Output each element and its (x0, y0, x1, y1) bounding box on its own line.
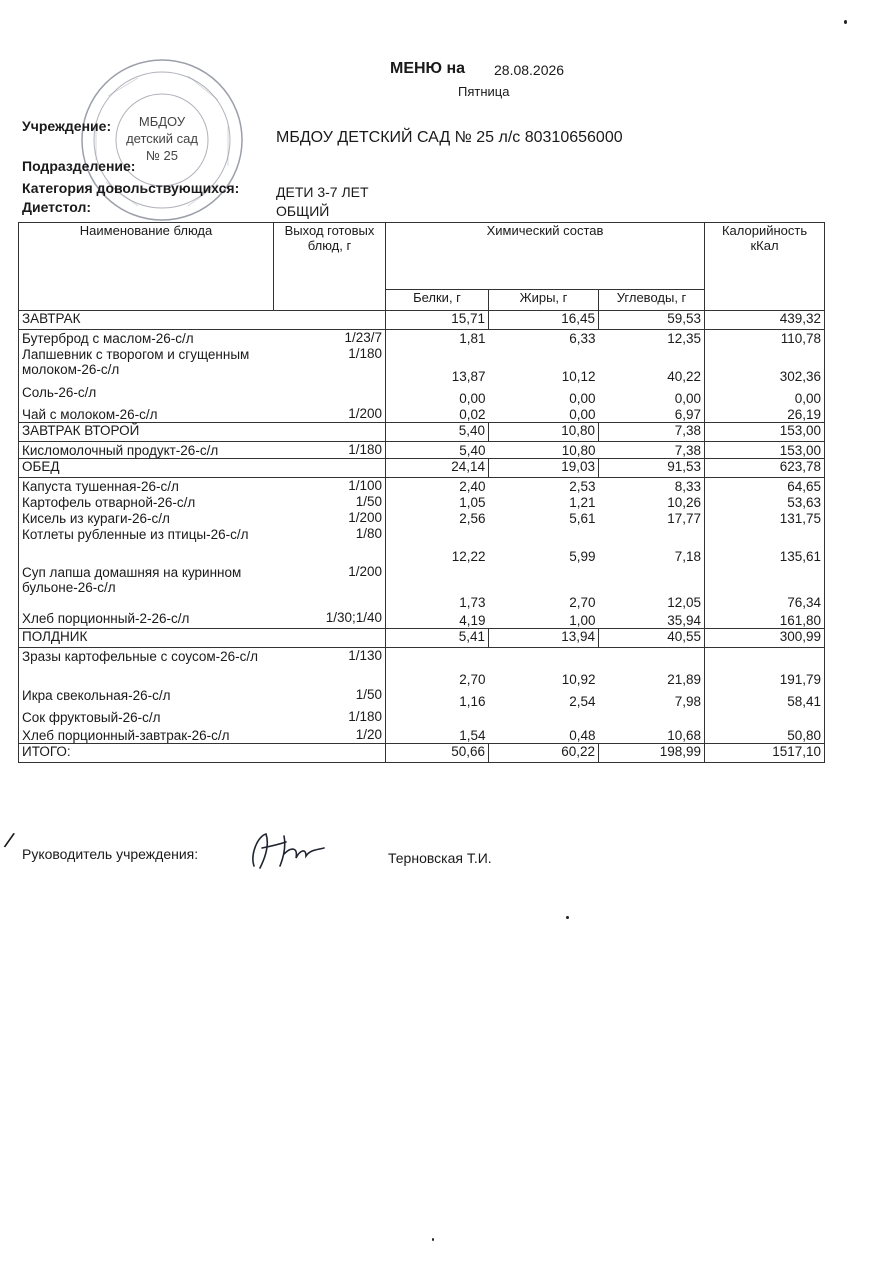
section-row (19, 459, 825, 478)
dish-row (19, 330, 825, 347)
total-carbs: 198,99 (599, 744, 705, 763)
handwritten-signature (240, 826, 330, 874)
dish-yield: 1/180 (348, 346, 382, 361)
svg-text:МБДОУ: МБДОУ (138, 114, 186, 129)
section-protein-total: 5,41 (386, 628, 489, 647)
header-calories: Калорийность кКал (705, 223, 825, 311)
dish-protein: 2,70 (386, 647, 489, 687)
dish-fat: 6,33 (569, 331, 596, 346)
dish-fat: 0,48 (569, 728, 596, 743)
dish-protein: 1,05 (386, 494, 489, 510)
dish-row (19, 494, 825, 510)
dish-protein: 12,22 (386, 526, 489, 564)
section-fat-total: 10,80 (489, 423, 599, 442)
dish-protein: 2,56 (386, 510, 489, 526)
dish-yield: 1/130 (348, 647, 382, 663)
dish-kcal: 302,36 (705, 346, 825, 384)
menu-body (19, 311, 825, 763)
dish-kcal: 76,34 (705, 564, 825, 610)
dish-row (19, 526, 825, 564)
dish-row (19, 727, 825, 744)
dish-fat: 0,00 (569, 391, 596, 406)
section-fat-total: 13,94 (489, 628, 599, 647)
section-name: ПОЛДНИК (19, 628, 386, 647)
total-fat: 60,22 (489, 744, 599, 763)
dish-row (19, 406, 825, 423)
section-carbs-total: 91,53 (599, 459, 705, 478)
dish-carbs: 40,22 (667, 369, 702, 384)
header-fat: Жиры, г (489, 290, 599, 311)
total-kcal: 1517,10 (705, 744, 825, 763)
dish-row (19, 687, 825, 709)
diet-label: Диетстол: (22, 199, 92, 215)
section-carbs-total: 59,53 (599, 311, 705, 330)
dish-kcal: 161,80 (705, 610, 825, 628)
dish-carbs: 21,89 (667, 672, 702, 687)
dish-fat: 1,21 (569, 495, 596, 510)
diet-value: ОБЩИЙ (276, 203, 330, 219)
dish-protein (386, 709, 489, 727)
dish-yield: 1/180 (348, 709, 382, 724)
dish-yield (274, 384, 386, 406)
dish-carbs: 6,97 (674, 407, 702, 422)
dish-name: Котлеты рубленные из птицы-26-с/л (19, 526, 274, 564)
dish-carbs: 8,33 (674, 479, 702, 494)
svg-text:детский сад: детский сад (126, 131, 198, 146)
dish-row (19, 647, 825, 687)
category-value: ДЕТИ 3-7 ЛЕТ (276, 184, 369, 200)
dish-carbs: 10,68 (667, 728, 702, 743)
section-row (19, 423, 825, 442)
section-protein-total: 15,71 (386, 311, 489, 330)
dish-fat (489, 709, 599, 727)
dish-row (19, 564, 825, 610)
dish-name: Сок фруктовый-26-с/л (19, 709, 274, 727)
dish-carbs: 35,94 (667, 612, 702, 628)
section-name: ЗАВТРАК ВТОРОЙ (19, 423, 386, 442)
institution-label: Учреждение: (22, 118, 112, 134)
dish-fat: 5,99 (569, 549, 596, 564)
section-fat-total: 19,03 (489, 459, 599, 478)
section-row (19, 311, 825, 330)
section-fat-total: 16,45 (489, 311, 599, 330)
dish-name: Лапшевник с творогом и сгущенным молоком-26-с/л (19, 346, 274, 384)
section-carbs-total: 40,55 (599, 628, 705, 647)
section-kcal-total: 439,32 (705, 311, 825, 330)
dish-fat: 2,53 (569, 479, 596, 494)
dish-name: Чай с молоком-26-с/л (19, 406, 274, 423)
dish-name: Капуста тушенная-26-с/л (19, 478, 274, 495)
total-label: ИТОГО: (19, 744, 386, 763)
dish-kcal: 26,19 (705, 406, 825, 423)
dish-row (19, 510, 825, 526)
total-row (19, 744, 825, 763)
margin-mark: / (2, 827, 17, 854)
menu-date: 28.08.2026 (494, 62, 565, 78)
section-kcal-total: 623,78 (705, 459, 825, 478)
dish-protein: 1,54 (386, 727, 489, 744)
header-dish-name: Наименование блюда (19, 223, 274, 311)
dish-fat: 2,70 (569, 595, 596, 610)
dish-carbs: 17,77 (667, 511, 702, 526)
dish-protein: 13,87 (386, 346, 489, 384)
dish-kcal: 58,41 (705, 687, 825, 709)
category-label: Категория довольствующихся: (22, 180, 240, 196)
institution-name: МБДОУ ДЕТСКИЙ САД № 25 л/с 80310656000 (276, 129, 623, 146)
dish-carbs: 7,98 (674, 694, 702, 709)
dish-carbs: 0,00 (674, 391, 702, 406)
head-name: Терновская Т.И. (388, 850, 492, 866)
dish-kcal: 53,63 (705, 494, 825, 510)
section-kcal-total: 300,99 (705, 628, 825, 647)
dish-row (19, 709, 825, 727)
header-protein: Белки, г (386, 290, 489, 311)
dish-kcal: 131,75 (705, 510, 825, 526)
dish-yield: 1/200 (348, 564, 382, 579)
section-carbs-total: 7,38 (599, 423, 705, 442)
section-row (19, 628, 825, 647)
subdivision-label: Подразделение: (22, 158, 136, 174)
dish-yield: 1/30;1/40 (325, 610, 382, 625)
dish-fat: 10,12 (561, 369, 596, 384)
day-of-week: Пятница (458, 84, 510, 99)
dish-protein: 1,73 (386, 564, 489, 610)
dish-kcal: 50,80 (705, 727, 825, 744)
dish-yield: 1/50 (355, 494, 382, 509)
dish-kcal: 0,00 (705, 384, 825, 406)
section-name: ЗАВТРАК (19, 311, 386, 330)
dish-fat: 0,00 (569, 407, 596, 422)
dish-yield: 1/180 (348, 442, 382, 457)
dish-protein: 0,00 (386, 384, 489, 406)
dish-yield: 1/80 (355, 526, 382, 541)
dish-kcal: 153,00 (705, 442, 825, 459)
menu-table (18, 222, 825, 763)
svg-text:№ 25: № 25 (145, 148, 179, 163)
dish-name: Хлеб порционный-завтрак-26-с/л (19, 727, 274, 744)
scan-speck (432, 1238, 434, 1241)
dish-protein: 5,40 (386, 442, 489, 459)
dish-carbs: 7,18 (674, 549, 702, 564)
dish-yield: 1/20 (355, 727, 382, 742)
scan-speck (566, 916, 569, 919)
dish-name: Бутерброд с маслом-26-с/л (19, 330, 274, 347)
dish-carbs: 7,38 (674, 443, 702, 458)
menu-title: МЕНЮ на (390, 60, 466, 77)
dish-row (19, 442, 825, 459)
dish-name: Картофель отварной-26-с/л (19, 494, 274, 510)
dish-name: Кисломолочный продукт-26-с/л (19, 442, 274, 459)
header-chemical-composition: Химический состав (386, 223, 705, 290)
dish-row (19, 384, 825, 406)
dish-fat: 10,92 (561, 672, 596, 687)
dish-name: Кисель из кураги-26-с/л (19, 510, 274, 526)
dish-protein: 2,40 (386, 478, 489, 495)
dish-protein: 0,02 (386, 406, 489, 423)
dish-fat: 10,80 (561, 443, 596, 458)
head-label: Руководитель учреждения: (22, 846, 199, 862)
dish-name: Хлеб порционный-2-26-с/л (19, 610, 274, 628)
header-yield: Выход готовых блюд, г (274, 223, 386, 311)
dish-name: Икра свекольная-26-с/л (19, 687, 274, 709)
dish-yield: 1/50 (355, 687, 382, 702)
dish-row (19, 478, 825, 495)
dish-protein: 1,16 (386, 687, 489, 709)
dish-kcal: 64,65 (705, 478, 825, 495)
dish-yield: 1/200 (348, 510, 382, 525)
dish-kcal (705, 709, 825, 727)
dish-carbs: 12,05 (667, 595, 702, 610)
section-protein-total: 5,40 (386, 423, 489, 442)
section-name: ОБЕД (19, 459, 386, 478)
dish-name: Соль-26-с/л (19, 384, 274, 406)
dish-fat: 5,61 (569, 511, 596, 526)
scan-speck (844, 20, 847, 24)
dish-row (19, 346, 825, 384)
dish-kcal: 191,79 (705, 647, 825, 687)
dish-yield: 1/200 (348, 406, 382, 421)
dish-fat: 1,00 (569, 612, 596, 628)
dish-carbs: 12,35 (667, 331, 702, 346)
dish-kcal: 110,78 (705, 330, 825, 347)
dish-name: Суп лапша домашняя на куринном бульоне-26-с/л (19, 564, 274, 610)
dish-carbs: 10,26 (667, 495, 702, 510)
section-kcal-total: 153,00 (705, 423, 825, 442)
dish-kcal: 135,61 (705, 526, 825, 564)
total-protein: 50,66 (386, 744, 489, 763)
dish-fat: 2,54 (569, 694, 596, 709)
dish-protein: 1,81 (386, 330, 489, 347)
dish-yield: 1/23/7 (344, 330, 382, 345)
dish-name: Зразы картофельные с соусом-26-с/л (19, 647, 274, 687)
section-protein-total: 24,14 (386, 459, 489, 478)
dish-yield: 1/100 (348, 478, 382, 493)
dish-protein: 4,19 (386, 610, 489, 628)
dish-row (19, 610, 825, 628)
dish-carbs (599, 709, 705, 727)
round-seal-stamp (78, 56, 246, 224)
header-carbs: Углеводы, г (599, 290, 705, 311)
